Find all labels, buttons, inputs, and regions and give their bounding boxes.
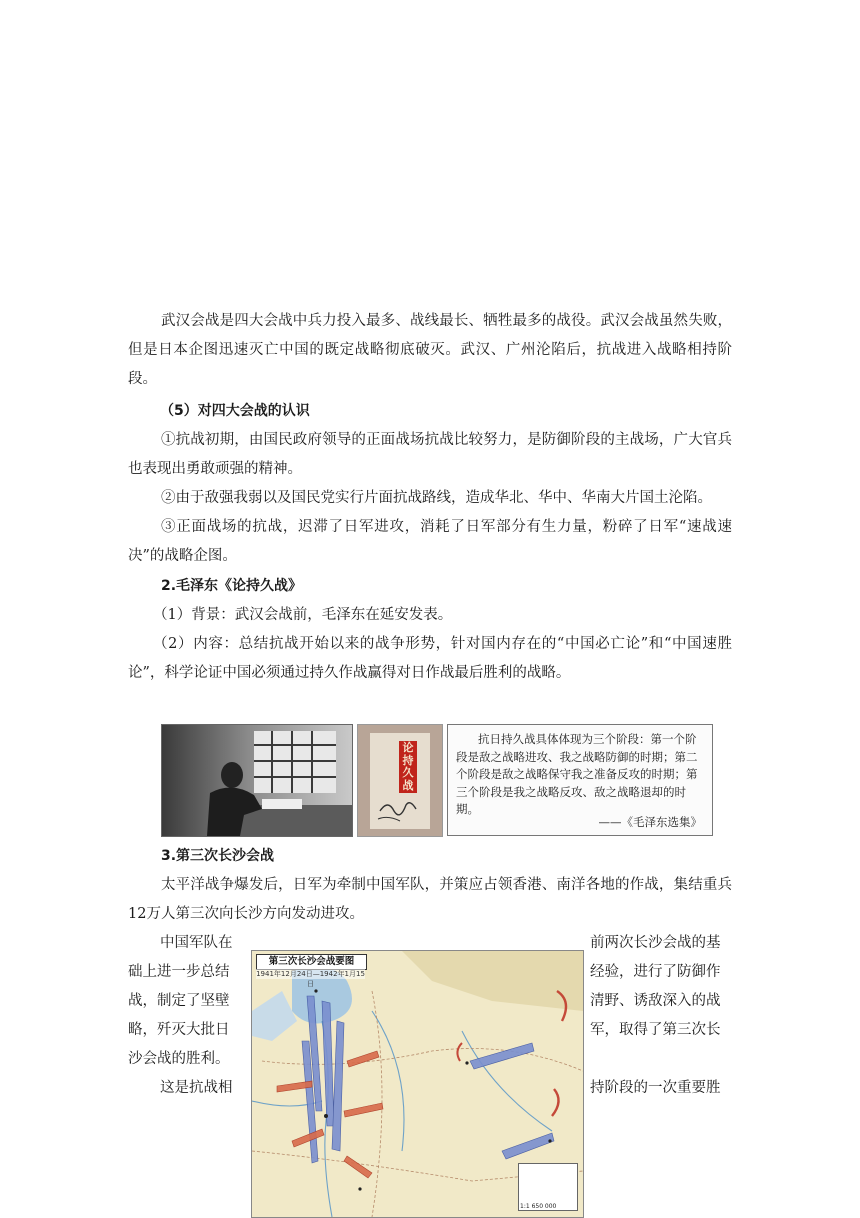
quote-text: 抗日持久战具体体现为三个阶段：第一个阶段是敌之战略进攻、我之战略防御的时期；第二个阶段是敌之战略保守我之准备反攻的时期；第三个阶段是我之战略反攻、敌之战略退却的时期。: [456, 732, 698, 816]
map-title: 第三次长沙会战要图: [256, 954, 367, 970]
wrap-right-3: 清野、诱敌深入的战: [590, 993, 721, 1009]
map-scale: 1:1 650 000: [520, 1203, 557, 1210]
paragraph-point-1: ①抗战初期，由国民政府领导的正面战场抗战比较努力，是防御阶段的主战场，广大官兵也表现出勇敢顽强的精神。: [128, 432, 732, 477]
wrap-left-6: 这是抗战相: [160, 1080, 233, 1096]
wrap-left-5: 沙会战的胜利。: [128, 1051, 230, 1067]
heading-four-battles: （5）对四大会战的认识: [160, 403, 310, 419]
paragraph-pacific-war: 太平洋战争爆发后，日军为牵制中国军队，并策应占领香港、南洋各地的作战，集结重兵12万人第三次向长沙方向发动进攻。: [128, 877, 732, 922]
wrap-right-6: 持阶段的一次重要胜: [590, 1080, 721, 1096]
mao-writing-photo: [161, 724, 353, 837]
wrap-left-2: 础上进一步总结: [128, 964, 230, 980]
wrap-left-1: 中国军队在: [160, 935, 233, 951]
map-date: 1941年12月24日—1942年1月15日: [256, 970, 365, 988]
wrap-right-4: 军，取得了第三次长: [590, 1022, 721, 1038]
book-cover-title: 论持久战: [402, 741, 414, 792]
changsha-battle-map: [251, 950, 584, 1218]
quote-source: ——《毛泽东选集》: [598, 815, 702, 829]
wrap-right-1: 前两次长沙会战的基: [590, 935, 721, 951]
wrap-right-2: 经验，进行了防御作: [590, 964, 721, 980]
book-cover-protracted-war: [357, 724, 443, 837]
heading-changsha: 3.第三次长沙会战: [161, 848, 275, 864]
wrap-left-4: 略，歼灭大批日: [128, 1022, 230, 1038]
heading-protracted-war: 2.毛泽东《论持久战》: [161, 578, 303, 594]
wrap-left-3: 战，制定了坚壁: [128, 993, 230, 1009]
paragraph-point-3: ③正面战场的抗战，迟滞了日军进攻，消耗了日军部分有生力量，粉碎了日军“速战速决”的战略企图。: [128, 519, 732, 564]
paragraph-content: （2）内容：总结抗战开始以来的战争形势，针对国内存在的“中国必亡论”和“中国速胜论”，科学论证中国必须通过持久作战赢得对日作战最后胜利的战略。: [128, 636, 732, 681]
quote-box: [447, 724, 713, 836]
paragraph-point-2: ②由于敌强我弱以及国民党实行片面抗战路线，造成华北、华中、华南大片国土沦陷。: [161, 490, 712, 506]
paragraph-background: （1）背景：武汉会战前，毛泽东在延安发表。: [153, 607, 453, 623]
paragraph-wuhan: 武汉会战是四大会战中兵力投入最多、战线最长、牺牲最多的战役。武汉会战虽然失败，但是日本企图迅速灭亡中国的既定战略彻底破灭。武汉、广州沦陷后，抗战进入战略相持阶段。: [128, 313, 732, 387]
